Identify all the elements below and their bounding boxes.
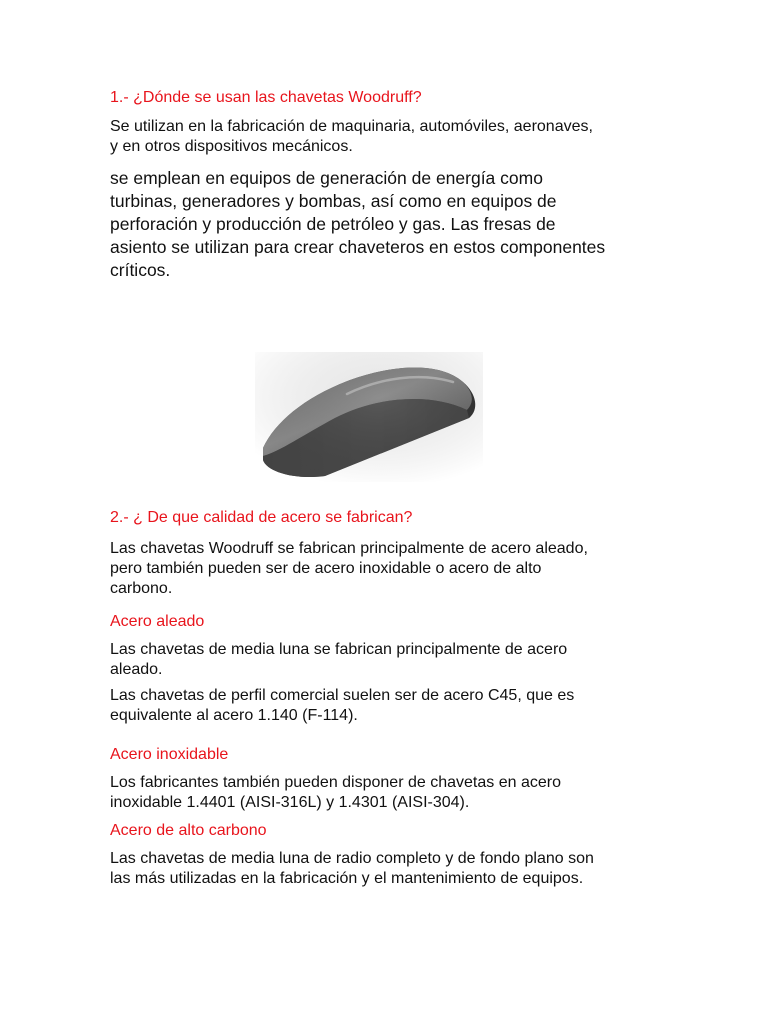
question-1-heading: 1.- ¿Dónde se usan las chavetas Woodruff? [110,89,422,106]
woodruff-key-photo [255,352,483,482]
alloy-steel-paragraph-1: Las chavetas de media luna se fabrican principalmente de acero aleado. [110,641,568,678]
alloy-steel-paragraph-2: Las chavetas de perfil comercial suelen ser de acero C45, que es equivalente al acero 1.140 (F-114). [110,687,575,724]
high-carbon-steel-paragraph: Las chavetas de media luna de radio completo y de fondo plano son las más utilizadas en la fabricación y el mantenimiento de equipos. [110,850,594,887]
stainless-steel-heading: Acero inoxidable [110,746,229,763]
question-1-paragraph-2: se emplean en equipos de generación de energía como turbinas, generadores y bombas, así como en equipos de perforación y producción de petróleo y gas. Las fresas de asiento se utilizan para crear chaveteros en estos componentes críticos. [110,168,606,280]
question-2-paragraph: Las chavetas Woodruff se fabrican principalmente de acero aleado, pero también pueden ser de acero inoxidable o acero de alto carbono. [110,540,588,597]
question-2-heading: 2.- ¿ De que calidad de acero se fabrican? [110,509,413,526]
stainless-steel-paragraph: Los fabricantes también pueden disponer de chavetas en acero inoxidable 1.4401 (AISI-316L) y 1.4301 (AISI-304). [110,774,561,811]
alloy-steel-heading: Acero aleado [110,613,205,630]
question-1-paragraph-1: Se utilizan en la fabricación de maquinaria, automóviles, aeronaves, y en otros dispositivos mecánicos. [110,118,593,155]
high-carbon-steel-heading: Acero de alto carbono [110,822,267,839]
